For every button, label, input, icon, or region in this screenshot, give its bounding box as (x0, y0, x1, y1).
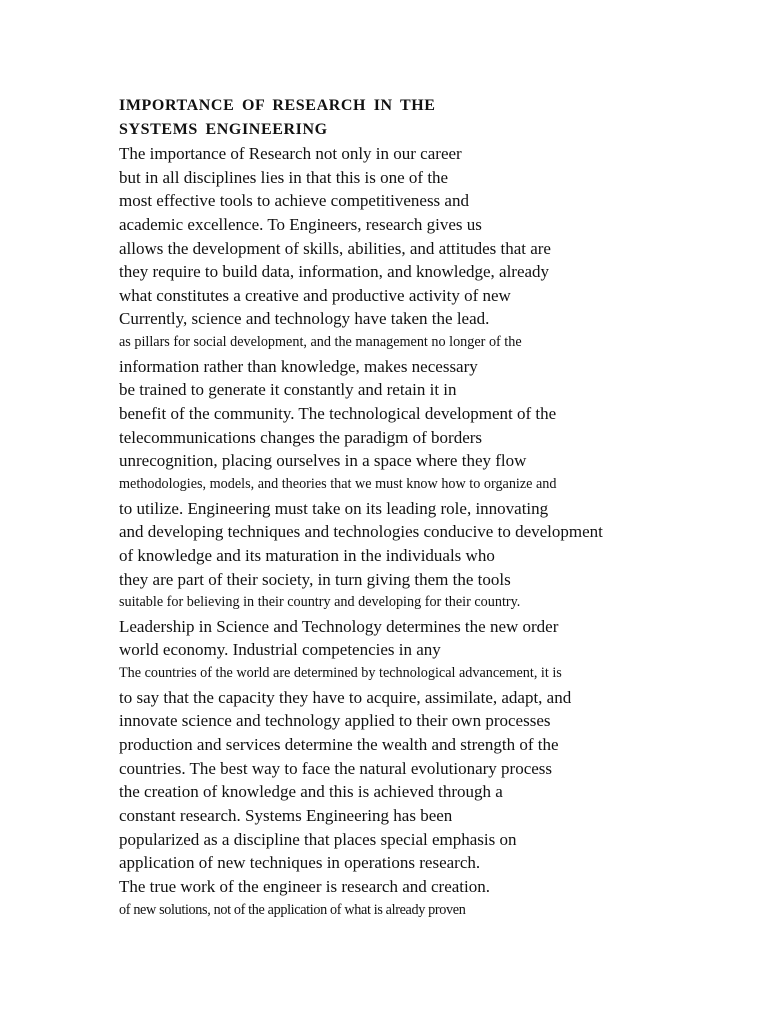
text-line: most effective tools to achieve competitiveness and (119, 191, 469, 211)
text-line: information rather than knowledge, makes necessary (119, 356, 478, 376)
text-line: of knowledge and its maturation in the individuals who (119, 545, 495, 565)
text-line: but in all disciplines lies in that this is one of the (119, 167, 449, 187)
text-line: allows the development of skills, abilities, and attitudes that are (119, 238, 551, 258)
text-line: Currently, science and technology have taken the lead. (119, 309, 490, 329)
title-line: SYSTEMS ENGINEERING (119, 121, 328, 138)
document-body (119, 94, 739, 922)
document-text (119, 142, 739, 922)
text-line: and developing techniques and technologies conducive to development (119, 522, 603, 542)
text-line: Leadership in Science and Technology determines the new order (119, 616, 559, 636)
text-line: the creation of knowledge and this is achieved through a (119, 782, 503, 802)
text-line: unrecognition, placing ourselves in a space where they flow (119, 451, 527, 471)
text-line: to utilize. Engineering must take on its leading role, innovating (119, 498, 549, 518)
title-line: IMPORTANCE OF RESEARCH IN THE (119, 97, 436, 114)
text-line: as pillars for social development, and the management no longer of the (119, 334, 522, 351)
text-line: what constitutes a creative and productive activity of new (119, 285, 511, 305)
text-line: telecommunications changes the paradigm of borders (119, 427, 483, 447)
text-line: application of new techniques in operations research. (119, 853, 481, 873)
text-line: benefit of the community. The technological development of the (119, 404, 557, 424)
text-line: academic excellence. To Engineers, research gives us (119, 214, 482, 234)
text-line: they require to build data, information, and knowledge, already (119, 262, 550, 282)
text-line: to say that the capacity they have to acquire, assimilate, adapt, and (119, 687, 572, 707)
text-line: production and services determine the wealth and strength of the (119, 735, 559, 755)
text-line: world economy. Industrial competencies in any (119, 640, 441, 660)
text-line: they are part of their society, in turn giving them the tools (119, 569, 511, 589)
text-line: innovate science and technology applied to their own processes (119, 711, 551, 731)
text-line: be trained to generate it constantly and retain it in (119, 380, 457, 400)
text-line: suitable for believing in their country and developing for their country. (119, 594, 521, 611)
text-line: constant research. Systems Engineering has been (119, 805, 453, 825)
text-line: The true work of the engineer is research and creation. (119, 876, 490, 896)
text-line: popularized as a discipline that places special emphasis on (119, 829, 517, 849)
text-line: of new solutions, not of the application of what is already proven (119, 901, 466, 918)
text-line: The countries of the world are determined by technological advancement, it is (119, 665, 562, 682)
text-line: methodologies, models, and theories that we must know how to organize and (119, 475, 557, 492)
text-line: countries. The best way to face the natural evolutionary process (119, 758, 553, 778)
text-line: The importance of Research not only in our career (119, 144, 462, 163)
document-title (119, 94, 739, 142)
